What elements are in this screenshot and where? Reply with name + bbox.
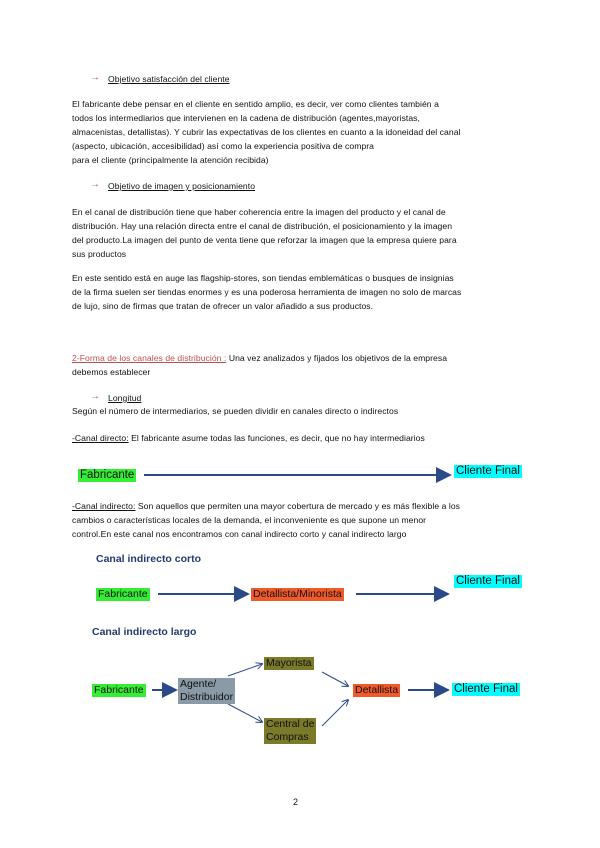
arrow-bullet-icon: →	[90, 391, 100, 402]
canal-indirecto-text: Son aquellos que permiten una mayor cobertura de mercado y es más flexible a los	[135, 501, 461, 511]
section-title-satisfaccion: Objetivo satisfacción del cliente	[108, 74, 230, 84]
node-cliente-final-direct: Cliente Final	[456, 465, 520, 477]
diagram-heading-corto: Canal indirecto corto	[96, 553, 202, 565]
text-line: debemos establecer	[72, 367, 151, 377]
node-fabricante-short: Fabricante	[98, 588, 148, 600]
node-detallista: Detallista	[355, 684, 399, 696]
text-line: para el cliente (principalmente la atención recibida)	[72, 155, 269, 165]
long-arrow-central-detallista	[322, 700, 348, 726]
text-line: todos los intermediarios que intervienen en la cadena de distribución (agentes,mayoristas,	[72, 113, 420, 123]
arrow-bullet-icon: →	[90, 179, 100, 190]
node-fabricante-direct: Fabricante	[80, 469, 135, 481]
node-agente-distribuidor	[178, 678, 235, 704]
text-line: Según el número de intermediarios, se pueden dividir en canales directo o indirectos	[72, 406, 399, 416]
node-mayorista: Mayorista	[266, 657, 312, 669]
diagram-heading-largo: Canal indirecto largo	[92, 626, 197, 638]
text-line: almacenistas, detallistas). Y cubrir las expectativas de los clientes en cuanto a la idoneidad del canal	[72, 127, 461, 137]
node-label: Compras	[266, 731, 309, 743]
long-arrow-down	[228, 704, 262, 722]
node-label: Agente/	[180, 678, 217, 690]
text-line: (aspecto, ubicación, accesibilidad) así como la experiencia positiva de compra	[72, 141, 374, 151]
text-line: sus productos	[72, 249, 127, 259]
node-label: Distribuidor	[180, 691, 234, 703]
node-cliente-final-long: Cliente Final	[454, 683, 518, 695]
text-line: de la firma suelen ser tiendas enormes y es una poderosa herramienta de imagen no solo de marcas	[72, 287, 462, 297]
text-line: del producto.La imagen del punto de venta tiene que reforzar la imagen que la empresa quiere para	[72, 235, 457, 245]
page-number: 2	[293, 797, 299, 807]
long-arrow-up	[228, 664, 262, 676]
node-cliente-final-short: Cliente Final	[456, 575, 520, 587]
node-central-compras	[264, 718, 316, 744]
node-fabricante-long: Fabricante	[94, 684, 144, 696]
node-label: Central de	[266, 718, 315, 730]
long-arrow-mayorista-detallista	[322, 672, 348, 686]
text-line: El fabricante debe pensar en el cliente en sentido amplio, es decir, ver como clientes también a	[72, 99, 439, 109]
text-line: cambios o características locales de la demanda, el inconveniente es que supone un menor	[72, 515, 427, 525]
node-detallista-minorista: Detallista/Minorista	[253, 588, 342, 600]
text-line: En este sentido está en auge las flagship-stores, son tiendas emblemáticas o busques de insignias	[72, 273, 454, 283]
canal-directo-label: -Canal directo:	[72, 433, 129, 443]
text-line: En el canal de distribución tiene que haber coherencia entre la imagen del producto y el canal de	[72, 207, 446, 217]
text-line: distribución. Hay una relación directa entre el canal de distribución, el posicionamiento y la imagen	[72, 221, 453, 231]
text-line: de lujo, sino de firmas que tratan de ofrecer un valor añadido a sus productos.	[72, 301, 374, 311]
canal-indirecto-label: -Canal indirecto:	[72, 501, 136, 511]
canal-indirecto-line	[72, 499, 460, 514]
section-title-imagen: Objetivo de imagen y posicionamiento	[108, 181, 256, 191]
arrow-bullet-icon: →	[90, 72, 100, 83]
canal-directo-text: El fabricante asume todas las funciones, es decir, que no hay intermediarios	[128, 433, 425, 443]
heading-link[interactable]: 2-Forma de los canales de distribución :	[72, 353, 227, 363]
section-title-longitud: Longitud	[108, 393, 142, 403]
text-line: control.En este canal nos encontramos con canal indirecto corto y canal indirecto largo	[72, 529, 407, 539]
heading-rest: Una vez analizados y fijados los objetivos de la empresa	[226, 353, 448, 363]
